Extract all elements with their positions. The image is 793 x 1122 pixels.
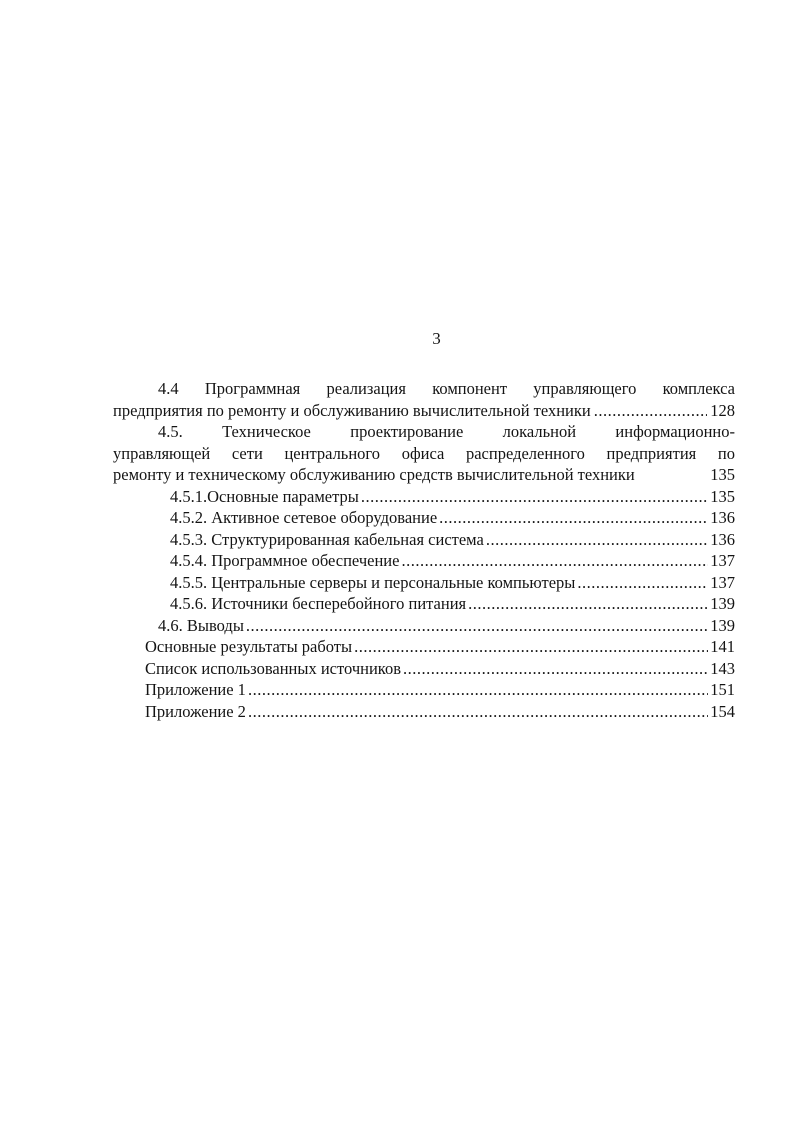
toc-entry-page: 136 bbox=[710, 508, 735, 527]
toc-entry-4-5-line-2: управляющей сети центрального офиса распределенного предприятия по bbox=[113, 443, 735, 463]
toc-entry-label: 4.6. Выводы bbox=[158, 615, 244, 635]
toc-entry-4-4-label: предприятия по ремонту и обслуживанию вычислительной техники bbox=[113, 400, 591, 420]
toc-leader-dots bbox=[248, 701, 708, 723]
table-of-contents bbox=[113, 378, 735, 722]
toc-leader-dots bbox=[577, 572, 708, 594]
toc-entry-4-5-page: 135 bbox=[710, 465, 735, 484]
toc-entry-4-5-4 bbox=[113, 550, 735, 572]
toc-entry-4-5-6 bbox=[113, 593, 735, 615]
toc-entry-4-5-line-3 bbox=[113, 464, 735, 486]
toc-leader-dots bbox=[248, 679, 708, 701]
toc-leader-dots bbox=[354, 636, 708, 658]
toc-entry-page: 141 bbox=[710, 637, 735, 656]
toc-leader-dots bbox=[594, 400, 708, 422]
toc-entry-label: 4.5.4. Программное обеспечение bbox=[170, 551, 400, 570]
toc-entry-label: 4.5.5. Центральные серверы и персональные компьютеры bbox=[170, 572, 576, 592]
toc-entry-label: Основные результаты работы bbox=[145, 637, 353, 656]
toc-entry-4-5-line-1: 4.5. Техническое проектирование локальной информационно- bbox=[158, 422, 735, 441]
toc-entry-label: Список использованных источников bbox=[145, 658, 401, 678]
toc-entry-4-5-1 bbox=[113, 486, 735, 508]
toc-entry-4-5-2 bbox=[113, 507, 735, 529]
toc-entry-page: 137 bbox=[710, 551, 735, 570]
page-number: 3 bbox=[432, 329, 441, 348]
toc-entry-label: 4.5.3. Структурированная кабельная система bbox=[170, 529, 484, 549]
toc-leader-dots bbox=[401, 550, 708, 572]
toc-entry-label: 4.5.6. Источники бесперебойного питания bbox=[170, 594, 467, 613]
toc-leader-dots bbox=[246, 615, 708, 637]
toc-entry-label: 4.5.2. Активное сетевое оборудование bbox=[170, 508, 438, 527]
toc-entry-results bbox=[113, 636, 735, 658]
toc-entry-appendix-2 bbox=[113, 701, 735, 723]
toc-entry-label: Приложение 1 bbox=[145, 680, 246, 699]
toc-entry-4-5 bbox=[113, 421, 735, 486]
toc-entry-label: Приложение 2 bbox=[145, 701, 246, 721]
toc-entry-page: 151 bbox=[710, 680, 735, 699]
toc-leader-dots bbox=[403, 658, 708, 680]
toc-entry-page: 154 bbox=[710, 701, 735, 721]
toc-entry-page: 137 bbox=[710, 572, 735, 592]
toc-entry-page: 136 bbox=[710, 529, 735, 549]
toc-entry-references bbox=[113, 658, 735, 680]
toc-entry-4-4-page: 128 bbox=[710, 400, 735, 420]
toc-entry-4-5-5 bbox=[113, 572, 735, 594]
toc-entry-4-4 bbox=[113, 378, 735, 421]
toc-entry-4-5-3 bbox=[113, 529, 735, 551]
toc-entry-page: 143 bbox=[710, 658, 735, 678]
toc-leader-dots bbox=[468, 593, 708, 615]
toc-entry-label: 4.5.1.Основные параметры bbox=[170, 486, 359, 506]
toc-entry-page: 139 bbox=[710, 615, 735, 635]
toc-leader-dots bbox=[486, 529, 708, 551]
toc-entry-4-4-line-2 bbox=[113, 400, 735, 422]
toc-entry-4-4-line-1: 4.4 Программная реализация компонент управляющего комплекса bbox=[158, 379, 735, 398]
toc-entry-4-5-label: ремонту и техническому обслуживанию средств вычислительной техники bbox=[113, 465, 635, 484]
toc-entry-page: 135 bbox=[710, 486, 735, 506]
toc-entry-4-6 bbox=[113, 615, 735, 637]
toc-entry-appendix-1 bbox=[113, 679, 735, 701]
toc-leader-dots bbox=[439, 507, 708, 529]
toc-leader-dots bbox=[361, 486, 708, 508]
toc-entry-page: 139 bbox=[710, 594, 735, 613]
